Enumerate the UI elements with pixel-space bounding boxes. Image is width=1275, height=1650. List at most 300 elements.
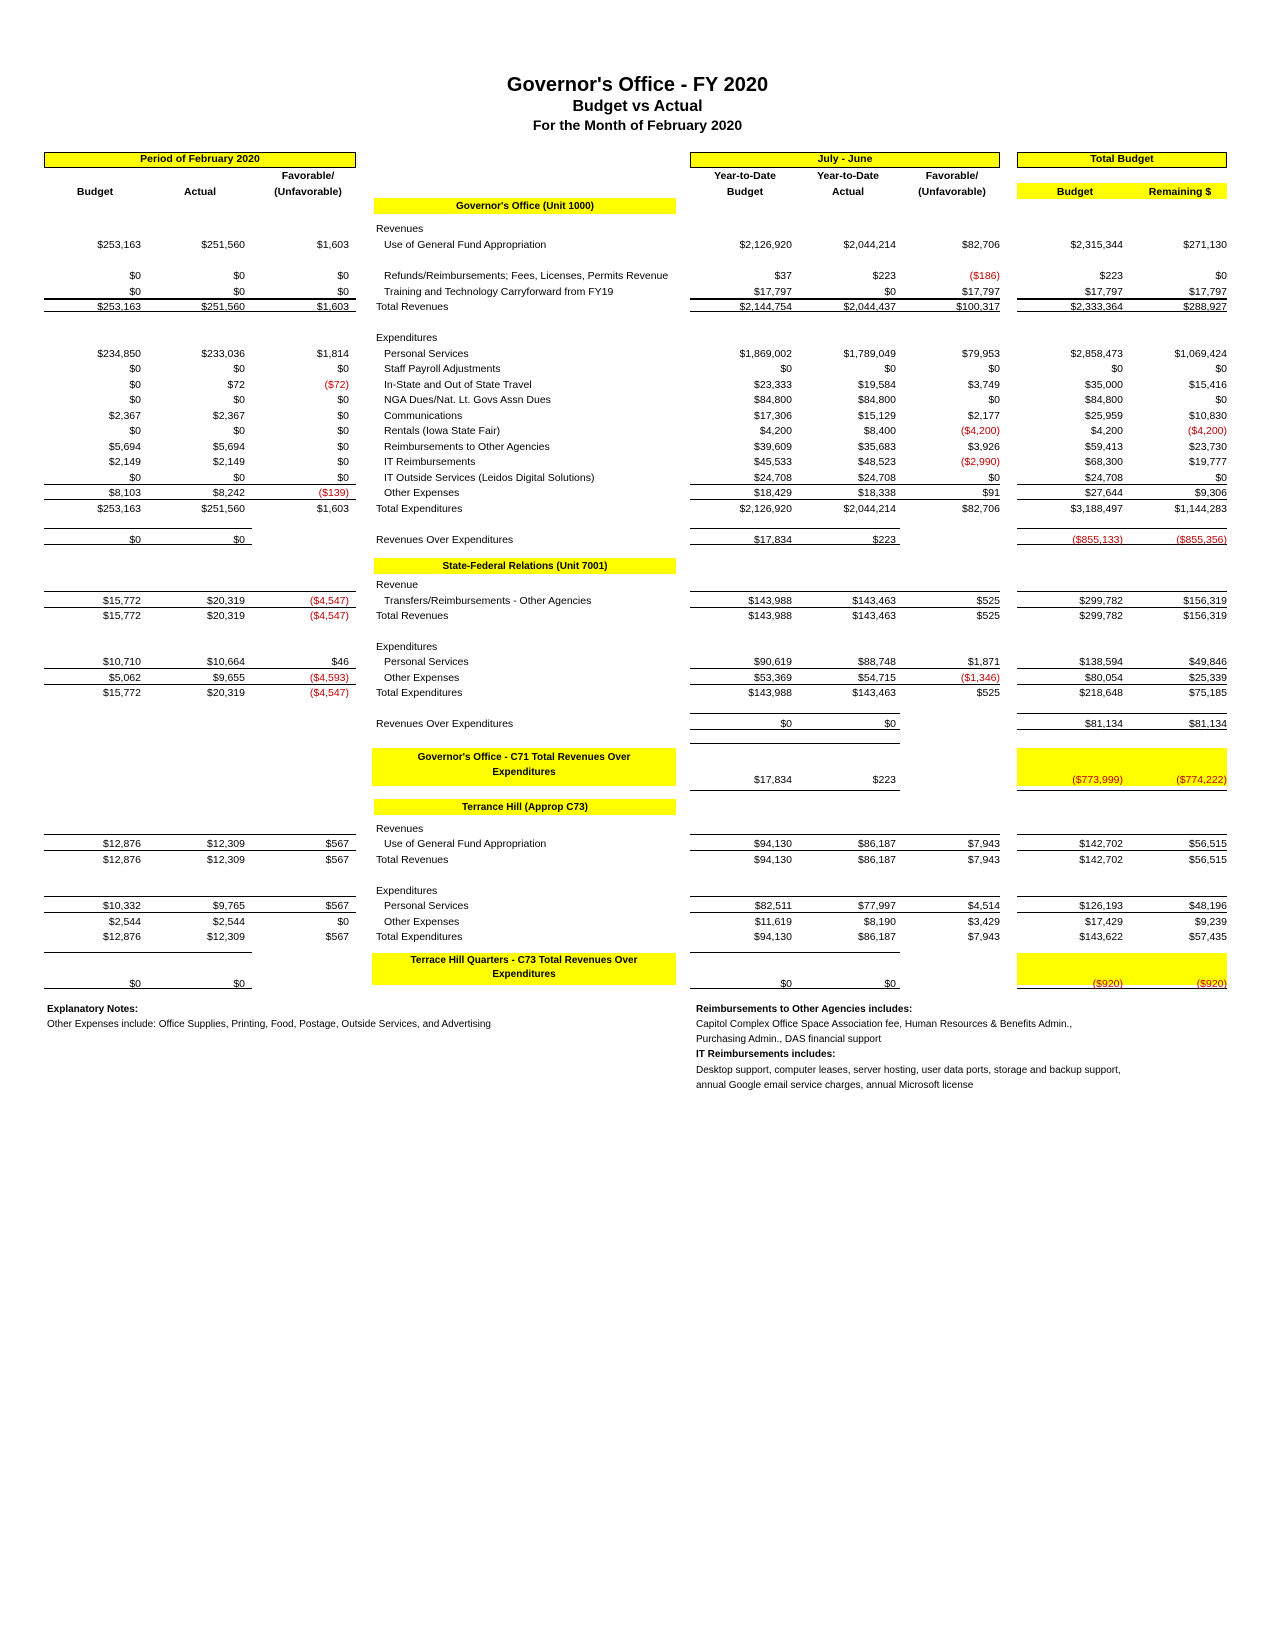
table-cell: $17,306	[754, 410, 792, 422]
table-cell: $17,797	[754, 286, 792, 298]
table-cell: $1,789,049	[843, 348, 896, 360]
table-cell: $94,130	[754, 838, 792, 850]
rule-line	[1017, 528, 1227, 529]
table-cell: $0	[1215, 394, 1227, 406]
col-header-ytd-fav-2: (Unfavorable)	[918, 186, 986, 198]
row-label: Transfers/Reimbursements - Other Agencies	[384, 595, 592, 607]
table-cell: $18,429	[754, 487, 792, 499]
table-cell: $251,560	[201, 503, 245, 515]
table-cell: $19,777	[1189, 456, 1227, 468]
table-cell: $54,715	[858, 672, 896, 684]
table-cell: $9,765	[212, 900, 245, 912]
table-cell: $88,748	[858, 656, 896, 668]
table-cell: $2,544	[212, 916, 245, 928]
table-cell: $49,846	[1189, 656, 1227, 668]
table-cell: $525	[976, 610, 1000, 622]
table-cell: $5,062	[108, 672, 141, 684]
table-cell: $0	[1111, 363, 1123, 375]
table-cell: $24,708	[754, 472, 792, 484]
table-cell: $94,130	[754, 931, 792, 943]
col-header-remaining: Remaining $	[1148, 186, 1212, 198]
rule-line	[44, 896, 356, 897]
table-cell: $2,315,344	[1070, 239, 1123, 251]
table-cell: $12,309	[207, 838, 245, 850]
table-cell: $75,185	[1189, 687, 1227, 699]
row-label: Revenues Over Expenditures	[376, 534, 514, 546]
table-cell: $53,369	[754, 672, 792, 684]
table-cell: $5,694	[108, 441, 141, 453]
table-cell: $0	[337, 363, 349, 375]
table-cell: $143,988	[748, 610, 792, 622]
table-cell: $0	[233, 270, 245, 282]
table-cell: ($2,990)	[960, 456, 1000, 468]
table-cell: $251,560	[201, 239, 245, 251]
row-label: Use of General Fund Appropriation	[384, 239, 547, 251]
table-cell: $0	[233, 394, 245, 406]
table-cell: $10,332	[103, 900, 141, 912]
table-cell: $2,858,473	[1070, 348, 1123, 360]
table-cell: $0	[780, 718, 792, 730]
table-cell: $3,429	[967, 916, 1000, 928]
table-cell: $2,126,920	[739, 239, 792, 251]
table-cell: $100,317	[956, 301, 1000, 313]
table-cell: $15,772	[103, 610, 141, 622]
table-cell: $46	[331, 656, 349, 668]
col-header-ytd-budget-1: Year-to-Date	[714, 170, 776, 182]
table-cell: $3,188,497	[1070, 503, 1123, 515]
row-label: Revenues	[376, 223, 424, 235]
table-cell: $84,800	[754, 394, 792, 406]
c71-summary-label-1: Governor's Office - C71 Total Revenues Over	[417, 752, 631, 763]
row-label: Expenditures	[376, 641, 438, 653]
table-cell: $0	[233, 425, 245, 437]
table-cell: $251,560	[201, 301, 245, 313]
table-cell: $20,319	[207, 595, 245, 607]
table-cell: $15,772	[103, 595, 141, 607]
row-label: Revenues Over Expenditures	[376, 718, 514, 730]
table-cell: $8,242	[212, 487, 245, 499]
rule-line	[690, 896, 1000, 897]
table-cell: $156,319	[1183, 595, 1227, 607]
table-cell: $218,648	[1079, 687, 1123, 699]
table-cell: $299,782	[1079, 610, 1123, 622]
table-cell: $567	[325, 931, 349, 943]
table-cell: $0	[337, 270, 349, 282]
table-cell: $81,134	[1085, 718, 1123, 730]
table-cell: ($4,200)	[960, 425, 1000, 437]
table-cell: ($4,547)	[309, 610, 349, 622]
table-cell: $223	[872, 774, 896, 786]
row-label: Personal Services	[384, 900, 469, 912]
table-cell: $48,523	[858, 456, 896, 468]
table-cell: $35,000	[1085, 379, 1123, 391]
table-cell: $288,927	[1183, 301, 1227, 313]
table-cell: $156,319	[1183, 610, 1227, 622]
row-label: Total Revenues	[376, 854, 449, 866]
rule-line	[1017, 834, 1227, 835]
table-cell: $82,706	[962, 503, 1000, 515]
table-cell: $23,730	[1189, 441, 1227, 453]
table-cell: $0	[884, 286, 896, 298]
table-cell: $45,533	[754, 456, 792, 468]
table-cell: ($920)	[1092, 978, 1123, 990]
table-cell: $0	[337, 916, 349, 928]
table-cell: $81,134	[1189, 718, 1227, 730]
table-cell: $19,584	[858, 379, 896, 391]
table-cell: $138,594	[1079, 656, 1123, 668]
table-cell: $142,702	[1079, 838, 1123, 850]
rule-line	[690, 591, 1000, 592]
table-cell: $0	[129, 286, 141, 298]
table-cell: $0	[337, 394, 349, 406]
table-cell: $48,196	[1189, 900, 1227, 912]
table-cell: ($72)	[324, 379, 349, 391]
table-cell: ($773,999)	[1072, 774, 1123, 786]
table-cell: $11,619	[754, 916, 792, 928]
table-cell: $2,544	[108, 916, 141, 928]
table-cell: $12,309	[207, 854, 245, 866]
table-cell: $23,333	[754, 379, 792, 391]
rule-line	[690, 528, 900, 529]
row-label: Reimbursements to Other Agencies	[384, 441, 550, 453]
table-cell: $0	[988, 363, 1000, 375]
table-cell: $0	[1215, 270, 1227, 282]
table-cell: $86,187	[858, 854, 896, 866]
c71-summary-label-2: Expenditures	[492, 767, 556, 778]
table-cell: $143,988	[748, 595, 792, 607]
table-cell: $24,708	[1085, 472, 1123, 484]
table-cell: $2,126,920	[739, 503, 792, 515]
table-cell: $1,871	[967, 656, 1000, 668]
table-cell: $18,338	[858, 487, 896, 499]
rule-line	[1017, 790, 1227, 791]
table-cell: $1,069,424	[1174, 348, 1227, 360]
table-cell: $25,339	[1189, 672, 1227, 684]
rule-line	[44, 834, 356, 835]
row-label: Other Expenses	[384, 487, 460, 499]
row-label: Total Revenues	[376, 301, 449, 313]
table-cell: $4,200	[1090, 425, 1123, 437]
table-cell: $12,309	[207, 931, 245, 943]
table-cell: $2,044,214	[843, 239, 896, 251]
table-cell: $10,710	[103, 656, 141, 668]
row-label: Staff Payroll Adjustments	[384, 363, 501, 375]
table-cell: $2,367	[108, 410, 141, 422]
table-cell: $1,603	[316, 301, 349, 313]
table-cell: $0	[988, 472, 1000, 484]
reimbursements-heading: Reimbursements to Other Agencies includes:	[696, 1004, 913, 1015]
row-label: IT Outside Services (Leidos Digital Solutions)	[384, 472, 595, 484]
table-cell: $4,514	[967, 900, 1000, 912]
table-cell: $0	[129, 472, 141, 484]
table-cell: $10,664	[207, 656, 245, 668]
table-cell: ($774,222)	[1176, 774, 1227, 786]
table-cell: $3,926	[967, 441, 1000, 453]
table-cell: $0	[780, 363, 792, 375]
table-cell: $2,149	[108, 456, 141, 468]
table-cell: $68,300	[1085, 456, 1123, 468]
table-cell: $39,609	[754, 441, 792, 453]
rule-line	[1017, 591, 1227, 592]
row-label: Total Expenditures	[376, 503, 463, 515]
table-cell: $0	[129, 379, 141, 391]
table-cell: $9,655	[212, 672, 245, 684]
table-cell: ($4,547)	[309, 595, 349, 607]
page-title: Governor's Office - FY 2020	[506, 74, 769, 96]
table-cell: $1,144,283	[1174, 503, 1227, 515]
row-label: Revenue	[376, 579, 419, 591]
col-header-budget: Budget	[76, 186, 114, 198]
rule-line	[1017, 896, 1227, 897]
table-cell: $17,797	[1189, 286, 1227, 298]
row-label: Personal Services	[384, 348, 469, 360]
table-cell: $5,694	[212, 441, 245, 453]
explanatory-notes-heading: Explanatory Notes:	[47, 1004, 139, 1015]
section-state-federal-relations: State-Federal Relations (Unit 7001)	[442, 561, 608, 572]
table-cell: $567	[325, 854, 349, 866]
table-cell: $0	[337, 441, 349, 453]
table-cell: ($4,547)	[309, 687, 349, 699]
row-label: Personal Services	[384, 656, 469, 668]
table-cell: $0	[129, 978, 141, 990]
table-cell: $0	[884, 363, 896, 375]
table-cell: $567	[325, 838, 349, 850]
table-cell: $143,463	[852, 595, 896, 607]
table-cell: $56,515	[1189, 854, 1227, 866]
table-cell: $223	[872, 270, 896, 282]
table-cell: $0	[337, 410, 349, 422]
table-cell: $20,319	[207, 610, 245, 622]
col-header-ytd-actual-2: Actual	[831, 186, 865, 198]
table-cell: ($4,593)	[309, 672, 349, 684]
rule-line	[690, 743, 900, 744]
table-cell: $271,130	[1183, 239, 1227, 251]
table-cell: $17,797	[1085, 286, 1123, 298]
table-cell: $142,702	[1079, 854, 1123, 866]
ytd-header-box: July - June	[690, 152, 1000, 168]
table-cell: $4,200	[759, 425, 792, 437]
table-cell: $253,163	[97, 301, 141, 313]
table-cell: $0	[337, 286, 349, 298]
table-cell: $253,163	[97, 239, 141, 251]
total-budget-header-box: Total Budget	[1017, 152, 1227, 168]
table-cell: $253,163	[97, 503, 141, 515]
table-cell: $126,193	[1079, 900, 1123, 912]
it-reimbursements-heading: IT Reimbursements includes:	[696, 1049, 836, 1060]
table-cell: $25,959	[1085, 410, 1123, 422]
it-reimbursements-text-1: Desktop support, computer leases, server hosting, user data ports, storage and backup support,	[696, 1065, 1121, 1076]
table-cell: $0	[129, 270, 141, 282]
period-header-box: Period of February 2020	[44, 152, 356, 168]
table-cell: $2,044,214	[843, 503, 896, 515]
table-cell: $8,103	[108, 487, 141, 499]
period-line: For the Month of February 2020	[532, 117, 743, 133]
table-cell: $17,797	[962, 286, 1000, 298]
table-cell: $0	[884, 978, 896, 990]
row-label: Training and Technology Carryforward from FY19	[384, 286, 614, 298]
table-cell: $7,943	[967, 931, 1000, 943]
rule-line	[690, 952, 900, 953]
table-cell: $143,463	[852, 687, 896, 699]
c73-summary-label-2: Expenditures	[492, 969, 556, 980]
table-cell: $0	[337, 456, 349, 468]
table-cell: $7,943	[967, 854, 1000, 866]
table-cell: $2,144,754	[739, 301, 792, 313]
reimbursements-text-2: Purchasing Admin., DAS financial support	[696, 1034, 882, 1045]
table-cell: $72	[227, 379, 245, 391]
table-cell: ($855,356)	[1176, 534, 1227, 546]
page-subtitle: Budget vs Actual	[572, 98, 703, 115]
table-cell: $9,306	[1194, 487, 1227, 499]
table-cell: $2,367	[212, 410, 245, 422]
row-label: NGA Dues/Nat. Lt. Govs Assn Dues	[384, 394, 551, 406]
table-cell: $86,187	[858, 838, 896, 850]
table-cell: $1,814	[316, 348, 349, 360]
table-cell: ($855,133)	[1072, 534, 1123, 546]
table-cell: $59,413	[1085, 441, 1123, 453]
row-label: IT Reimbursements	[384, 456, 476, 468]
rule-line	[690, 790, 900, 791]
table-cell: $2,333,364	[1070, 301, 1123, 313]
table-cell: $90,619	[754, 656, 792, 668]
col-header-ytd-fav-1: Favorable/	[925, 170, 979, 182]
table-cell: $0	[233, 363, 245, 375]
row-label: Rentals (Iowa State Fair)	[384, 425, 501, 437]
table-cell: ($4,200)	[1187, 425, 1227, 437]
c73-summary-label-1: Terrace Hill Quarters - C73 Total Revenues Over	[410, 955, 638, 966]
table-cell: $0	[129, 534, 141, 546]
row-label: Revenues	[376, 823, 424, 835]
table-cell: $8,190	[863, 916, 896, 928]
row-label: Refunds/Reimbursements; Fees, Licenses, Permits Revenue	[384, 270, 669, 282]
table-cell: $12,876	[103, 838, 141, 850]
table-cell: $1,603	[316, 503, 349, 515]
table-cell: $15,772	[103, 687, 141, 699]
row-label: Communications	[384, 410, 463, 422]
table-cell: $12,876	[103, 931, 141, 943]
table-cell: $143,988	[748, 687, 792, 699]
table-cell: $0	[233, 978, 245, 990]
table-cell: $27,644	[1085, 487, 1123, 499]
col-header-ytd-actual-1: Year-to-Date	[817, 170, 879, 182]
rule-line	[44, 528, 252, 529]
table-cell: $0	[337, 472, 349, 484]
row-label: Total Expenditures	[376, 687, 463, 699]
row-label: Expenditures	[376, 885, 438, 897]
table-cell: $37	[774, 270, 792, 282]
it-reimbursements-text-2: annual Google email service charges, annual Microsoft license	[696, 1080, 974, 1091]
table-cell: $84,800	[1085, 394, 1123, 406]
table-cell: $84,800	[858, 394, 896, 406]
section-terrance-hill: Terrance Hill (Approp C73)	[462, 802, 588, 813]
table-cell: $20,319	[207, 687, 245, 699]
rule-line	[690, 713, 900, 714]
table-cell: $15,416	[1189, 379, 1227, 391]
row-label: In-State and Out of State Travel	[384, 379, 532, 391]
table-cell: $2,177	[967, 410, 1000, 422]
table-cell: $0	[884, 718, 896, 730]
row-label: Use of General Fund Appropriation	[384, 838, 547, 850]
table-cell: ($1,346)	[960, 672, 1000, 684]
table-cell: $79,953	[962, 348, 1000, 360]
table-cell: $15,129	[858, 410, 896, 422]
table-cell: $567	[325, 900, 349, 912]
rule-line	[44, 591, 356, 592]
table-cell: $17,834	[754, 534, 792, 546]
row-label: Expenditures	[376, 332, 438, 344]
table-cell: $0	[233, 286, 245, 298]
table-cell: $525	[976, 595, 1000, 607]
table-cell: $233,036	[201, 348, 245, 360]
table-cell: $2,149	[212, 456, 245, 468]
table-cell: $57,435	[1189, 931, 1227, 943]
table-cell: $9,239	[1194, 916, 1227, 928]
table-cell: $17,429	[1085, 916, 1123, 928]
table-cell: $1,869,002	[739, 348, 792, 360]
table-cell: $0	[780, 978, 792, 990]
table-cell: $234,850	[97, 348, 141, 360]
table-cell: $2,044,437	[843, 301, 896, 313]
table-cell: $8,400	[863, 425, 896, 437]
table-cell: $17,834	[754, 774, 792, 786]
table-cell: $223	[1099, 270, 1123, 282]
col-header-ytd-budget-2: Budget	[726, 186, 764, 198]
table-cell: $12,876	[103, 854, 141, 866]
reimbursements-text-1: Capitol Complex Office Space Association fee, Human Resources & Benefits Admin.,	[696, 1019, 1073, 1030]
table-cell: $143,622	[1079, 931, 1123, 943]
table-cell: $56,515	[1189, 838, 1227, 850]
table-cell: $0	[1215, 472, 1227, 484]
table-cell: $86,187	[858, 931, 896, 943]
table-cell: $77,997	[858, 900, 896, 912]
section-governors-office: Governor's Office (Unit 1000)	[456, 201, 594, 212]
table-cell: $91	[982, 487, 1000, 499]
table-cell: $10,830	[1189, 410, 1227, 422]
table-cell: $94,130	[754, 854, 792, 866]
explanatory-notes-text: Other Expenses include: Office Supplies, Printing, Food, Postage, Outside Services, and Advertising	[47, 1019, 491, 1030]
table-cell: $0	[233, 472, 245, 484]
table-cell: $0	[233, 534, 245, 546]
rule-line	[44, 952, 252, 953]
table-cell: $82,706	[962, 239, 1000, 251]
table-cell: $7,943	[967, 838, 1000, 850]
table-cell: $299,782	[1079, 595, 1123, 607]
rule-line	[1017, 713, 1227, 714]
row-label: Other Expenses	[384, 672, 460, 684]
table-cell: $3,749	[967, 379, 1000, 391]
col-header-actual: Actual	[183, 186, 217, 198]
col-header-total-budget: Budget	[1056, 186, 1094, 198]
table-cell: $82,511	[754, 900, 792, 912]
table-cell: $0	[988, 394, 1000, 406]
table-cell: $0	[129, 363, 141, 375]
table-cell: $0	[337, 425, 349, 437]
table-cell: $80,054	[1085, 672, 1123, 684]
col-header-unfavorable: (Unfavorable)	[274, 186, 342, 198]
table-cell: $0	[1215, 363, 1227, 375]
table-cell: $0	[129, 425, 141, 437]
table-cell: $143,463	[852, 610, 896, 622]
row-label: Total Revenues	[376, 610, 449, 622]
table-cell: ($139)	[318, 487, 349, 499]
table-cell: $525	[976, 687, 1000, 699]
table-cell: $1,603	[316, 239, 349, 251]
row-label: Total Expenditures	[376, 931, 463, 943]
table-cell: ($920)	[1196, 978, 1227, 990]
table-cell: $35,683	[858, 441, 896, 453]
rule-line	[690, 834, 1000, 835]
row-label: Other Expenses	[384, 916, 460, 928]
